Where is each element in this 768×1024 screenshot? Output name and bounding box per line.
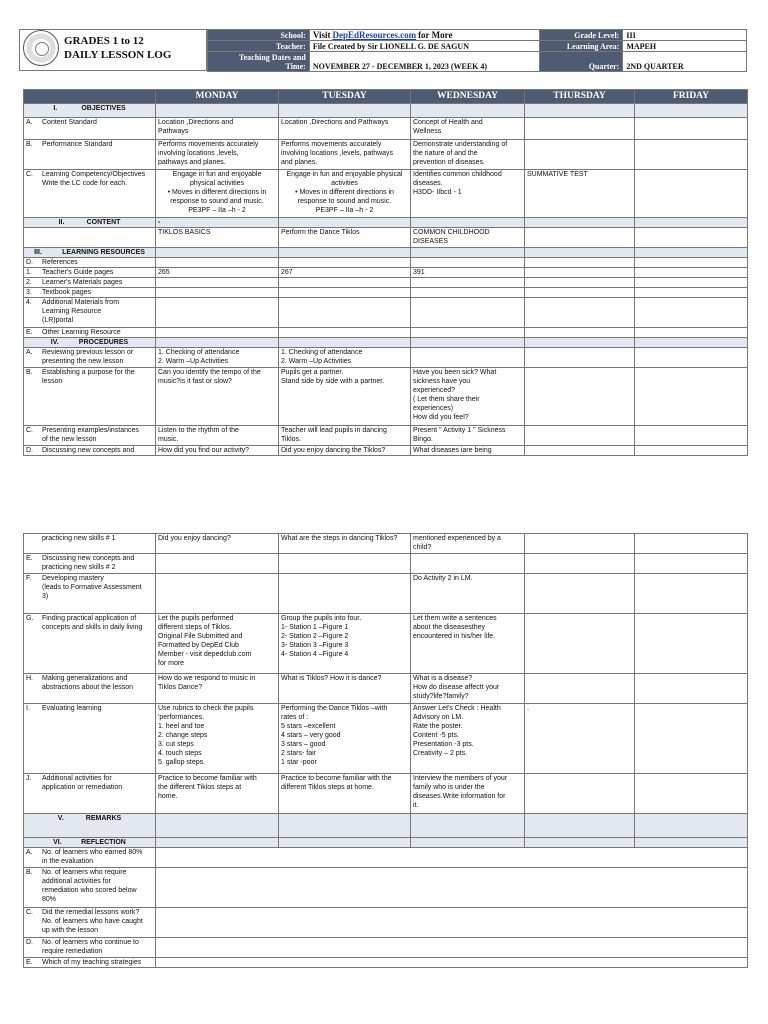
day-cell-friday [635, 814, 748, 838]
row-label-cell [24, 140, 156, 170]
day-cell-tuesday [279, 814, 411, 838]
table-row [24, 278, 748, 288]
day-cell-wednesday: Have you been sick? What sickness have you experienced? ( Let them share their experiences) How did you feel? [411, 368, 525, 426]
day-cell-tuesday: Pupils get a partner. Stand side by side with a partner. [279, 368, 411, 426]
day-cell-monday: 1. Checking of attendance 2. Warm –Up Activities [156, 348, 279, 368]
day-cell-thursday [525, 574, 635, 614]
day-cell-friday [635, 838, 748, 848]
day-cell-wednesday: Identifies common childhood diseases. H3DD- IIbcd - 1 [411, 170, 525, 218]
day-cell-tuesday: Performing the Dance Tiklos –with rates of : 5 stars –excellent 4 stars – very good 3 stars – good 2 stars- fair 1 star -poor [279, 704, 411, 774]
row-label: Additional Materials from Learning Resource (LR)portal [42, 299, 120, 324]
day-cell-wednesday: Interview the members of your family who is under the diseases.Write information for it. [411, 774, 525, 814]
row-label: Establishing a purpose for the lesson [42, 369, 135, 385]
row-label: Discussing new concepts and practicing new skills # 2 [42, 555, 135, 571]
day-cell-wednesday [411, 218, 525, 228]
row-label: Reviewing previous lesson or presenting the new lesson [42, 349, 134, 365]
day-cell-thursday: . [525, 704, 635, 774]
day-cell-monday: How do we respond to music in Tiklos Dance? [156, 674, 279, 704]
day-cell-monday [156, 328, 279, 338]
row-label-cell [24, 446, 156, 456]
table-row [24, 446, 748, 456]
day-cell-tuesday: Did you enjoy dancing the Tiklos? [279, 446, 411, 456]
day-cell-tuesday [279, 338, 411, 348]
day-cell-thursday [525, 446, 635, 456]
table-row [24, 674, 748, 704]
table-row [24, 258, 748, 268]
table-row [24, 868, 748, 908]
day-cell-wednesday [411, 278, 525, 288]
table-row [24, 774, 748, 814]
day-cell-monday [156, 288, 279, 298]
reflection-cell[interactable] [156, 938, 748, 958]
row-label: Learning Competency/Objectives Write the LC code for each. [42, 171, 146, 187]
quarter-label: Quarter: [539, 52, 623, 72]
day-cell-thursday [525, 338, 635, 348]
day-cell-thursday [525, 258, 635, 268]
lesson-log-table-page-2 [23, 533, 748, 968]
row-letter: 2. [26, 279, 32, 286]
day-cell-tuesday: Engage in fun and enjoyable physical activities • Moves in different directions in response to sound and music. PE3PF – IIa –h - 2 [279, 170, 411, 218]
dates-label: Teaching Dates and Time: [208, 52, 310, 72]
day-cell-wednesday: Let them write a sentences about the diseasesthey encountered in his/her life. [411, 614, 525, 674]
day-cell-tuesday [279, 328, 411, 338]
day-header-row [24, 90, 748, 104]
day-cell-monday: TIKLOS BASICS [156, 228, 279, 248]
row-label-cell [24, 218, 156, 228]
day-cell-monday: Engage in fun and enjoyable physical activities • Moves in different directions in response to sound and music. PE3PF – IIa –h - 2 [156, 170, 279, 218]
row-label: Evaluating learning [42, 705, 102, 712]
table-row [24, 704, 748, 774]
day-cell-friday [635, 268, 748, 278]
table-row [24, 368, 748, 426]
day-cell-monday [156, 248, 279, 258]
day-cell-thursday [525, 838, 635, 848]
reflection-cell[interactable] [156, 958, 748, 968]
table-row [24, 268, 748, 278]
day-cell-wednesday [411, 348, 525, 368]
day-cell-tuesday: 1. Checking of attendance 2. Warm –Up Activities [279, 348, 411, 368]
row-letter: IV. [50, 339, 59, 346]
day-cell-friday [635, 534, 748, 554]
day-cell-thursday [525, 218, 635, 228]
row-label: Additional activities for application or remediation [42, 775, 123, 791]
row-label: Content Standard [42, 119, 97, 126]
day-cell-monday: Use rubrics to check the pupils 'performances. 1. heel and toe 2. change steps 3. cut steps 4. touch steps 5. gallop steps. [156, 704, 279, 774]
day-cell-thursday [525, 674, 635, 704]
row-letter: C. [26, 909, 33, 916]
day-cell-tuesday [279, 218, 411, 228]
day-cell-thursday [525, 328, 635, 338]
header-blank-cell [24, 90, 156, 104]
row-letter: B. [26, 369, 33, 376]
day-cell-thursday [525, 268, 635, 278]
row-letter: B. [26, 141, 33, 148]
row-label-cell [24, 868, 156, 908]
row-label: Presenting examples/instances of the new lesson [42, 427, 139, 443]
row-letter: F. [26, 575, 32, 582]
area-value: MAPEH [623, 41, 747, 52]
document-title [64, 34, 171, 62]
day-cell-wednesday: What diseases iare being [411, 446, 525, 456]
row-label: Making generalizations and abstractions about the lesson [42, 675, 134, 691]
section-row [24, 814, 748, 838]
day-cell-thursday [525, 104, 635, 118]
table-row [24, 848, 748, 868]
deped-resources-link[interactable]: DepEdResources.com [332, 30, 417, 40]
table-row [24, 140, 748, 170]
day-cell-monday: Let the pupils performed different steps of Tiklos. Original File Submitted and Formatted by DepEd Club Member - visit depedclub.com for more [156, 614, 279, 674]
row-label-cell [24, 118, 156, 140]
day-cell-wednesday [411, 328, 525, 338]
day-cell-tuesday [279, 838, 411, 848]
row-label: REFLECTION [81, 839, 126, 846]
row-label: References [42, 259, 78, 266]
row-label-cell [24, 848, 156, 868]
row-label: PROCEDURES [78, 339, 129, 346]
day-cell-thursday [525, 298, 635, 328]
day-cell-tuesday [279, 554, 411, 574]
teacher-value: File Created by Sir LIONELL G. DE SAGUN [309, 41, 539, 52]
row-label-cell [24, 228, 156, 248]
row-label: Teacher's Guide pages [42, 269, 114, 276]
table-row [24, 534, 748, 554]
reflection-cell[interactable] [156, 868, 748, 908]
day-cell-friday [635, 258, 748, 268]
day-cell-thursday [525, 348, 635, 368]
day-cell-thursday [525, 534, 635, 554]
day-cell-thursday [525, 228, 635, 248]
row-label-cell [24, 328, 156, 338]
day-cell-wednesday: COMMON CHILDHOOD DISEASES [411, 228, 525, 248]
day-cell-tuesday: Practice to become familiar with the different Tiklos steps at home. [279, 774, 411, 814]
day-cell-wednesday [411, 814, 525, 838]
day-cell-thursday [525, 140, 635, 170]
row-label: Did the remedial lessons work? No. of learners who have caught up with the lesson [42, 909, 143, 934]
reflection-cell[interactable] [156, 908, 748, 938]
title-line-2: DAILY LESSON LOG [64, 49, 172, 61]
row-label-cell [24, 368, 156, 426]
row-letter: G. [26, 615, 34, 622]
day-cell-wednesday [411, 338, 525, 348]
day-cell-thursday [525, 814, 635, 838]
table-row [24, 554, 748, 574]
day-cell-wednesday [411, 248, 525, 258]
grade-value: III [623, 30, 747, 41]
day-cell-wednesday [411, 258, 525, 268]
day-cell-monday: How did you find our activity? [156, 446, 279, 456]
day-cell-tuesday: 267 [279, 268, 411, 278]
row-label: Other Learning Resource [42, 329, 121, 336]
table-row [24, 328, 748, 338]
day-cell-friday [635, 248, 748, 258]
day-cell-friday [635, 140, 748, 170]
day-cell-tuesday: Perform the Dance Tiklos [279, 228, 411, 248]
day-cell-thursday [525, 614, 635, 674]
row-label-cell [24, 338, 156, 348]
day-cell-thursday [525, 426, 635, 446]
day-cell-friday [635, 674, 748, 704]
day-cell-friday [635, 704, 748, 774]
row-letter: C. [26, 427, 33, 434]
row-label: No. of learners who require additional activities for remediation who scored below 80% [42, 869, 137, 903]
row-label: Which of my teaching strategies [42, 959, 142, 966]
day-cell-wednesday [411, 838, 525, 848]
deped-seal-icon [23, 30, 59, 66]
table-row [24, 228, 748, 248]
day-header-monday: MONDAY [156, 90, 279, 104]
row-label: OBJECTIVES [81, 105, 126, 112]
day-header-wednesday: WEDNESDAY [411, 90, 525, 104]
row-label: No. of learners who earned 80% in the evaluation [42, 849, 143, 865]
area-label: Learning Area: [539, 41, 623, 52]
row-letter: II. [58, 219, 65, 226]
table-row [24, 938, 748, 958]
day-cell-wednesday: 391 [411, 268, 525, 278]
row-label-cell [24, 104, 156, 118]
row-letter: 1. [26, 269, 32, 276]
dates-value: NOVEMBER 27 - DECEMBER 1, 2023 (WEEK 4) [309, 52, 539, 72]
day-cell-monday [156, 838, 279, 848]
row-label: REMARKS [85, 815, 122, 822]
day-cell-tuesday [279, 248, 411, 258]
table-row [24, 118, 748, 140]
row-letter: J. [26, 775, 32, 782]
day-cell-monday [156, 338, 279, 348]
grade-label: Grade Level: [539, 30, 623, 41]
row-label-cell [24, 348, 156, 368]
day-cell-monday [156, 278, 279, 288]
day-cell-wednesday: Demonstrate understanding of the nature of and the prevention of diseases. [411, 140, 525, 170]
row-letter: 4. [26, 299, 32, 306]
row-label-cell [24, 426, 156, 446]
row-label-cell [24, 958, 156, 968]
row-label-cell [24, 938, 156, 958]
row-label: Textbook pages [42, 289, 92, 296]
day-cell-thursday [525, 278, 635, 288]
row-letter: D. [26, 259, 33, 266]
day-cell-friday [635, 288, 748, 298]
table-row [24, 614, 748, 674]
reflection-cell[interactable] [156, 848, 748, 868]
row-label: No. of learners who continue to require remediation [42, 939, 139, 955]
row-label: practicing new skills # 1 [42, 535, 116, 542]
day-cell-friday [635, 104, 748, 118]
day-cell-wednesday [411, 288, 525, 298]
day-cell-friday [635, 170, 748, 218]
row-letter: III. [34, 249, 42, 256]
day-cell-wednesday: What is a disease? How do disease affectt your study?life?family? [411, 674, 525, 704]
row-letter: VI. [53, 839, 62, 846]
section-row [24, 338, 748, 348]
day-cell-friday [635, 328, 748, 338]
quarter-value: 2ND QUARTER [623, 52, 747, 72]
table-row [24, 426, 748, 446]
row-letter: B. [26, 869, 33, 876]
day-cell-tuesday [279, 574, 411, 614]
row-label-cell [24, 908, 156, 938]
row-label-cell [24, 268, 156, 278]
day-header-thursday: THURSDAY [525, 90, 635, 104]
day-cell-wednesday: Present " Activity 1 " Sickness Bingo. [411, 426, 525, 446]
day-cell-tuesday: Location ,Directions and Pathways [279, 118, 411, 140]
day-cell-tuesday [279, 258, 411, 268]
row-label: Discussing new concepts and [42, 447, 135, 454]
day-cell-monday: Performs movements accurately involving locations ,levels, pathways and planes. [156, 140, 279, 170]
row-letter: E. [26, 329, 33, 336]
day-cell-friday [635, 446, 748, 456]
day-cell-thursday [525, 118, 635, 140]
section-row [24, 218, 748, 228]
day-cell-friday [635, 426, 748, 446]
day-cell-monday [156, 298, 279, 328]
row-letter: I. [53, 105, 58, 112]
teacher-label: Teacher: [208, 41, 310, 52]
day-cell-friday [635, 348, 748, 368]
day-cell-friday [635, 218, 748, 228]
row-label-cell [24, 614, 156, 674]
row-letter: C. [26, 171, 33, 178]
row-label-cell [24, 278, 156, 288]
day-cell-monday: Location ,Directions and Pathways [156, 118, 279, 140]
row-letter: A. [26, 349, 33, 356]
day-cell-thursday [525, 554, 635, 574]
day-cell-monday: 265 [156, 268, 279, 278]
day-cell-wednesday [411, 298, 525, 328]
day-cell-thursday [525, 248, 635, 258]
row-letter: D. [26, 447, 33, 454]
day-cell-tuesday: Group the pupils into four. 1- Station 1 –Figure 1 2- Station 2 –Figure 2 3- Station 3 –Figure 3 4- Station 4 –Figure 4 [279, 614, 411, 674]
row-letter: E. [26, 959, 33, 966]
row-label: Learner's Materials pages [42, 279, 123, 286]
table-row [24, 348, 748, 368]
day-cell-tuesday: Teacher will lead pupils in dancing Tiklos. [279, 426, 411, 446]
row-label-cell [24, 704, 156, 774]
row-letter: V. [57, 815, 64, 822]
lesson-log-table-page-1 [23, 89, 748, 456]
row-letter: A. [26, 119, 33, 126]
day-cell-monday [156, 258, 279, 268]
row-label-cell [24, 574, 156, 614]
day-cell-friday [635, 774, 748, 814]
row-label-cell [24, 248, 156, 258]
row-label-cell [24, 534, 156, 554]
day-cell-monday [156, 574, 279, 614]
section-row [24, 838, 748, 848]
day-cell-friday [635, 368, 748, 426]
row-letter: I. [26, 705, 30, 712]
row-label-cell [24, 774, 156, 814]
row-label: CONTENT [86, 219, 121, 226]
school-label: School: [208, 30, 310, 41]
row-letter [26, 534, 42, 543]
day-cell-monday: Practice to become familiar with the different Tiklos steps at home. [156, 774, 279, 814]
day-cell-tuesday: What is Tiklos? How it is dance? [279, 674, 411, 704]
row-label-cell [24, 298, 156, 328]
section-row [24, 104, 748, 118]
day-cell-wednesday: Answer Let's Check : Health Advisory on LM. Rate the poster. Content -5 pts. Presentation -3 pts. Creativity – 2 pts. [411, 704, 525, 774]
day-cell-thursday [525, 774, 635, 814]
day-header-friday: FRIDAY [635, 90, 748, 104]
row-label-cell [24, 288, 156, 298]
day-header-tuesday: TUESDAY [279, 90, 411, 104]
day-cell-tuesday: Performs movements accurately involving locations ,levels, pathways and planes. [279, 140, 411, 170]
header-info-table [207, 29, 747, 72]
row-label-cell [24, 838, 156, 848]
row-label: LEARNING RESOURCES [62, 249, 145, 256]
table-row [24, 288, 748, 298]
title-line-1: GRADES 1 to 12 [64, 35, 144, 47]
day-cell-monday: Did you enjoy dancing? [156, 534, 279, 554]
row-label-cell [24, 554, 156, 574]
day-cell-tuesday: What are the steps in dancing Tiklos? [279, 534, 411, 554]
table-row [24, 170, 748, 218]
day-cell-wednesday [411, 554, 525, 574]
day-cell-monday [156, 104, 279, 118]
day-cell-monday: - [156, 218, 279, 228]
day-cell-wednesday [411, 104, 525, 118]
row-label-cell [24, 258, 156, 268]
row-label: Performance Standard [42, 141, 113, 148]
table-row [24, 574, 748, 614]
row-label: Developing mastery (leads to Formative Assessment 3) [42, 575, 142, 600]
school-value: Visit DepEdResources.com for More [309, 30, 539, 41]
day-cell-monday: Listen to the rhythm of the music. [156, 426, 279, 446]
row-label: Finding practical application of concepts and skills in daily living [42, 615, 143, 631]
day-cell-friday [635, 338, 748, 348]
day-cell-wednesday: Do Activity 2 in LM. [411, 574, 525, 614]
day-cell-friday [635, 278, 748, 288]
table-row [24, 298, 748, 328]
row-label-cell [24, 814, 156, 838]
row-letter: A. [26, 849, 33, 856]
day-cell-wednesday: mentioned experienced by a child? [411, 534, 525, 554]
day-cell-friday [635, 228, 748, 248]
row-label-cell [24, 674, 156, 704]
day-cell-tuesday [279, 298, 411, 328]
day-cell-thursday [525, 368, 635, 426]
day-cell-friday [635, 554, 748, 574]
row-letter: E. [26, 555, 33, 562]
day-cell-friday [635, 298, 748, 328]
day-cell-monday: Can you identify the tempo of the music?is it fast or slow? [156, 368, 279, 426]
day-cell-friday [635, 118, 748, 140]
day-cell-thursday [525, 288, 635, 298]
day-cell-tuesday [279, 104, 411, 118]
day-cell-tuesday [279, 288, 411, 298]
day-cell-monday [156, 814, 279, 838]
row-letter: 3. [26, 289, 32, 296]
day-cell-friday [635, 614, 748, 674]
table-row [24, 958, 748, 968]
row-label-cell [24, 170, 156, 218]
table-row [24, 908, 748, 938]
day-cell-monday [156, 554, 279, 574]
day-cell-friday [635, 574, 748, 614]
section-row [24, 248, 748, 258]
day-cell-wednesday: Concept of Health and Wellness [411, 118, 525, 140]
day-cell-tuesday [279, 278, 411, 288]
row-letter: H. [26, 675, 33, 682]
day-cell-thursday: SUMMATIVE TEST [525, 170, 635, 218]
row-letter: D. [26, 939, 33, 946]
